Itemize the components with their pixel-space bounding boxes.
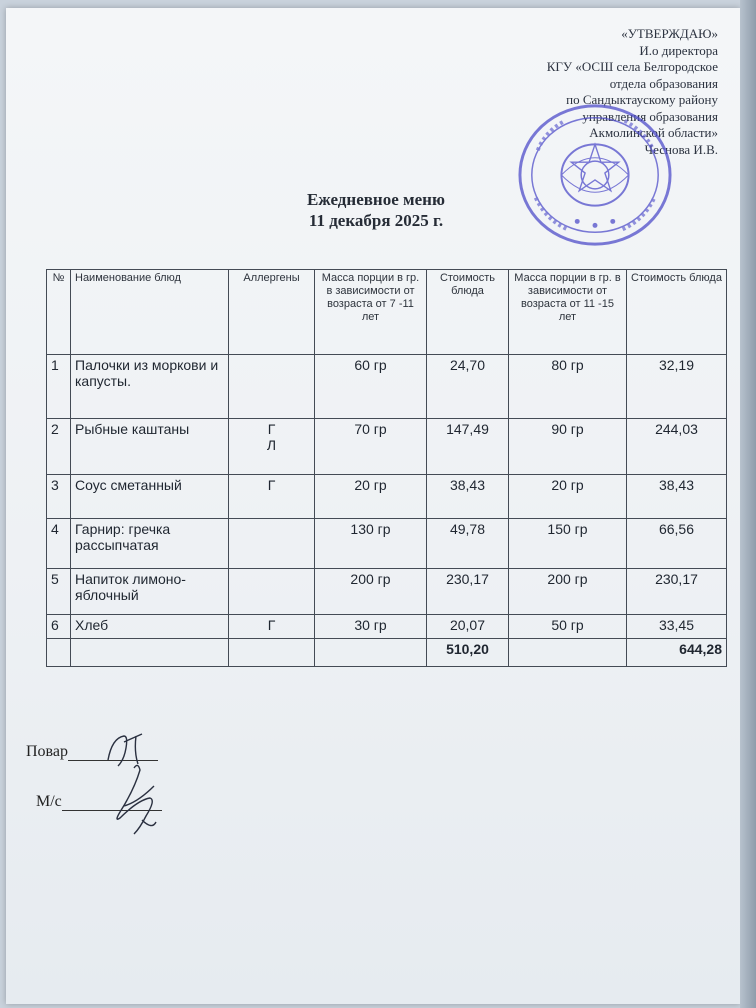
table-row [47,475,727,519]
row-dish-name: Гарнир: гречка рассыпчатая [71,519,229,569]
row-cost-11-15: 66,56 [627,519,727,569]
row-cost-11-15: 38,43 [627,475,727,519]
row-cost-11-15: 33,45 [627,615,727,639]
totals-row [47,639,727,667]
nurse-signature-icon [94,760,174,842]
row-mass-11-15: 50 гр [509,615,627,639]
row-cost-11-15: 230,17 [627,569,727,615]
row-mass-7-11: 60 гр [315,355,427,419]
row-dish-name: Соус сметанный [71,475,229,519]
header-mass-11-15: Масса порции в гр. в зависимости от возраста от 11 -15 лет [509,270,627,355]
approval-line: «УТВЕРЖДАЮ» [621,26,718,41]
row-cost-11-15: 244,03 [627,419,727,475]
document-title [216,189,536,231]
row-mass-7-11: 20 гр [315,475,427,519]
empty-cell [509,639,627,667]
nurse-label: М/с [36,793,62,810]
approval-line: И.о директора [639,42,718,58]
row-allergen: Г [229,615,315,639]
total-cost-11-15: 644,28 [627,639,727,667]
row-dish-name: Палочки из моркови и капусты. [71,355,229,419]
row-number: 1 [47,355,71,419]
background-edge [740,0,756,1008]
row-mass-11-15: 200 гр [509,569,627,615]
row-dish-name: Напиток лимоно-яблочный [71,569,229,615]
row-cost-7-11: 24,70 [427,355,509,419]
header-dish-name: Наименование блюд [71,270,229,355]
table-row [47,569,727,615]
row-number: 4 [47,519,71,569]
row-allergen [229,355,315,419]
document-page [6,8,740,1004]
row-number: 3 [47,475,71,519]
row-allergen [229,519,315,569]
approval-line: Акмолинской области» [589,125,718,140]
row-cost-7-11: 147,49 [427,419,509,475]
row-mass-7-11: 70 гр [315,419,427,475]
total-cost-7-11: 510,20 [427,639,509,667]
row-cost-7-11: 49,78 [427,519,509,569]
row-allergen [229,569,315,615]
row-mass-7-11: 30 гр [315,615,427,639]
title-heading: Ежедневное меню [307,190,445,209]
approval-line: отдела образования [609,75,718,91]
approval-line: по Сандыктаускому району [566,92,718,107]
empty-cell [229,639,315,667]
approval-line: КГУ «ОСШ села Белгородское [546,59,718,74]
empty-cell [71,639,229,667]
row-cost-7-11: 20,07 [427,615,509,639]
header-cost-7-11: Стоимость блюда [427,270,509,355]
empty-cell [47,639,71,667]
row-mass-11-15: 150 гр [509,519,627,569]
row-allergen: Г Л [229,419,315,475]
row-dish-name: Хлеб [71,615,229,639]
table-header-row [47,270,727,355]
header-allergens: Аллергены [229,270,315,355]
approval-line: Чеснова И.В. [644,141,718,157]
row-mass-11-15: 90 гр [509,419,627,475]
row-mass-11-15: 20 гр [509,475,627,519]
table-row [47,355,727,419]
row-cost-11-15: 32,19 [627,355,727,419]
official-seal-stamp-icon [516,100,674,250]
row-number: 6 [47,615,71,639]
row-mass-7-11: 130 гр [315,519,427,569]
empty-cell [315,639,427,667]
table-row [47,519,727,569]
row-dish-name: Рыбные каштаны [71,419,229,475]
header-cost-11-15: Стоимость блюда [627,270,727,355]
table-row [47,419,727,475]
approval-line: управления образования [582,108,718,124]
row-mass-11-15: 80 гр [509,355,627,419]
row-number: 2 [47,419,71,475]
cook-label: Повар [26,743,68,760]
row-number: 5 [47,569,71,615]
row-mass-7-11: 200 гр [315,569,427,615]
table-row [47,615,727,639]
title-date: 11 декабря 2025 г. [308,211,444,230]
header-mass-7-11: Масса порции в гр. в зависимости от возраста от 7 -11 лет [315,270,427,355]
header-number: № [47,270,71,355]
menu-table [46,269,727,667]
row-allergen: Г [229,475,315,519]
row-cost-7-11: 38,43 [427,475,509,519]
row-cost-7-11: 230,17 [427,569,509,615]
